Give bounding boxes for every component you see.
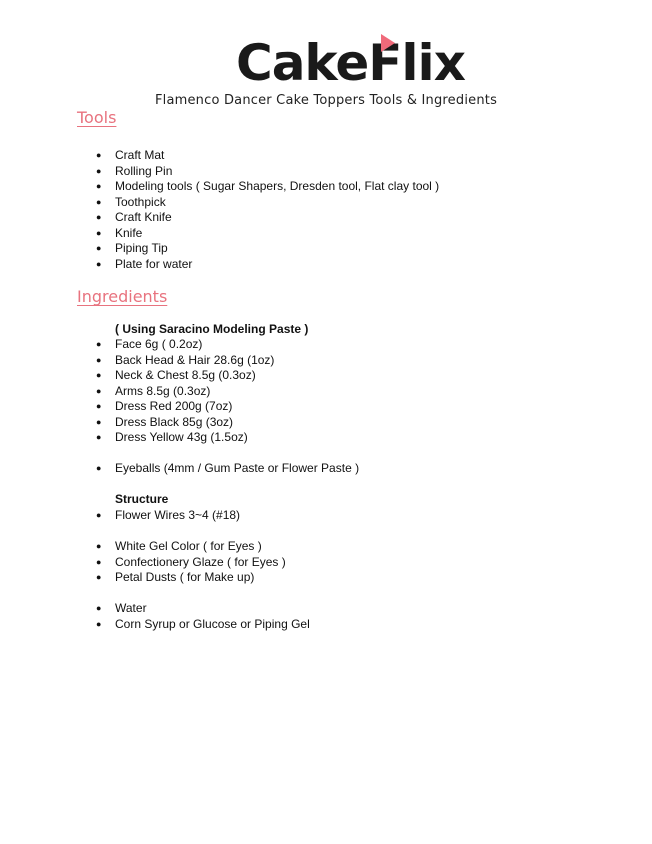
bullet-icon: ● xyxy=(96,258,102,269)
bullet-icon: ● xyxy=(96,401,102,411)
list-item: ● Corn Syrup or Glucose or Piping Gel xyxy=(96,616,310,631)
other-list xyxy=(0,601,310,632)
list-item: ● White Gel Color ( for Eyes ) xyxy=(96,539,262,553)
paste-ingredients-list xyxy=(0,337,274,446)
list-item: ● Dress Yellow 43g (1.5oz) xyxy=(96,430,248,444)
bullet-icon: ● xyxy=(96,618,102,629)
logo-text: CakeFlix xyxy=(236,34,465,92)
play-icon xyxy=(381,34,395,52)
list-item: ● Plate for water xyxy=(96,256,193,271)
list-item: ● Rolling Pin xyxy=(96,163,173,178)
list-item: ● Flower Wires 3~4 (#18) xyxy=(96,508,241,522)
list-item: ● Dress Red 200g (7oz) xyxy=(96,399,233,413)
tools-heading: Tools xyxy=(77,108,117,127)
bullet-icon: ● xyxy=(96,416,102,427)
list-item: ● Arms 8.5g (0.3oz) xyxy=(96,383,211,398)
list-item: ● Water xyxy=(96,601,147,615)
subtitle-text: Flamenco Dancer Cake Toppers Tools & Ingredients xyxy=(154,93,498,108)
list-item: ● Face 6g ( 0.2oz) xyxy=(96,337,203,351)
color-list xyxy=(0,539,286,586)
bullet-icon: ● xyxy=(96,150,102,160)
document-subtitle xyxy=(0,93,652,108)
list-item: ● Piping Tip xyxy=(96,241,168,255)
bullet-icon: ● xyxy=(96,572,102,582)
cakeflix-logo xyxy=(236,34,465,92)
bullet-icon: ● xyxy=(96,432,102,442)
list-item: ● Dress Black 85g (3oz) xyxy=(96,414,234,429)
bullet-icon: ● xyxy=(96,354,102,365)
list-item: ● Neck & Chest 8.5g (0.3oz) xyxy=(96,368,256,382)
bullet-icon: ● xyxy=(96,370,102,380)
list-item: ● Confectionery Glaze ( for Eyes ) xyxy=(96,554,286,569)
bullet-icon: ● xyxy=(96,603,102,613)
bullet-icon: ● xyxy=(96,181,102,191)
bullet-icon: ● xyxy=(96,165,102,176)
eyeballs-list xyxy=(0,461,359,477)
bullet-icon: ● xyxy=(96,463,102,473)
bullet-icon: ● xyxy=(96,196,102,207)
bullet-icon: ● xyxy=(96,227,102,238)
structure-list xyxy=(0,508,240,524)
bullet-icon: ● xyxy=(96,339,102,349)
list-item: ● Craft Knife xyxy=(96,210,172,224)
list-item: ● Craft Mat xyxy=(96,148,165,162)
list-item: ● Toothpick xyxy=(96,194,166,209)
bullet-icon: ● xyxy=(96,212,102,222)
bullet-icon: ● xyxy=(96,556,102,567)
list-item: ● Eyeballs (4mm / Gum Paste or Flower Paste ) xyxy=(96,461,360,475)
tools-list xyxy=(0,148,439,272)
paste-note: ( Using Saracino Modeling Paste ) xyxy=(115,322,309,336)
list-item: ● Petal Dusts ( for Make up) xyxy=(96,570,255,584)
list-item: ● Knife xyxy=(96,225,143,240)
list-item: ● Back Head & Hair 28.6g (1oz) xyxy=(96,352,275,367)
bullet-icon: ● xyxy=(96,243,102,253)
bullet-icon: ● xyxy=(96,541,102,551)
bullet-icon: ● xyxy=(96,385,102,396)
bullet-icon: ● xyxy=(96,510,102,520)
list-item: ● Modeling tools ( Sugar Shapers, Dresden tool, Flat clay tool ) xyxy=(96,179,440,193)
structure-label: Structure xyxy=(115,492,169,506)
ingredients-heading: Ingredients xyxy=(77,287,168,306)
